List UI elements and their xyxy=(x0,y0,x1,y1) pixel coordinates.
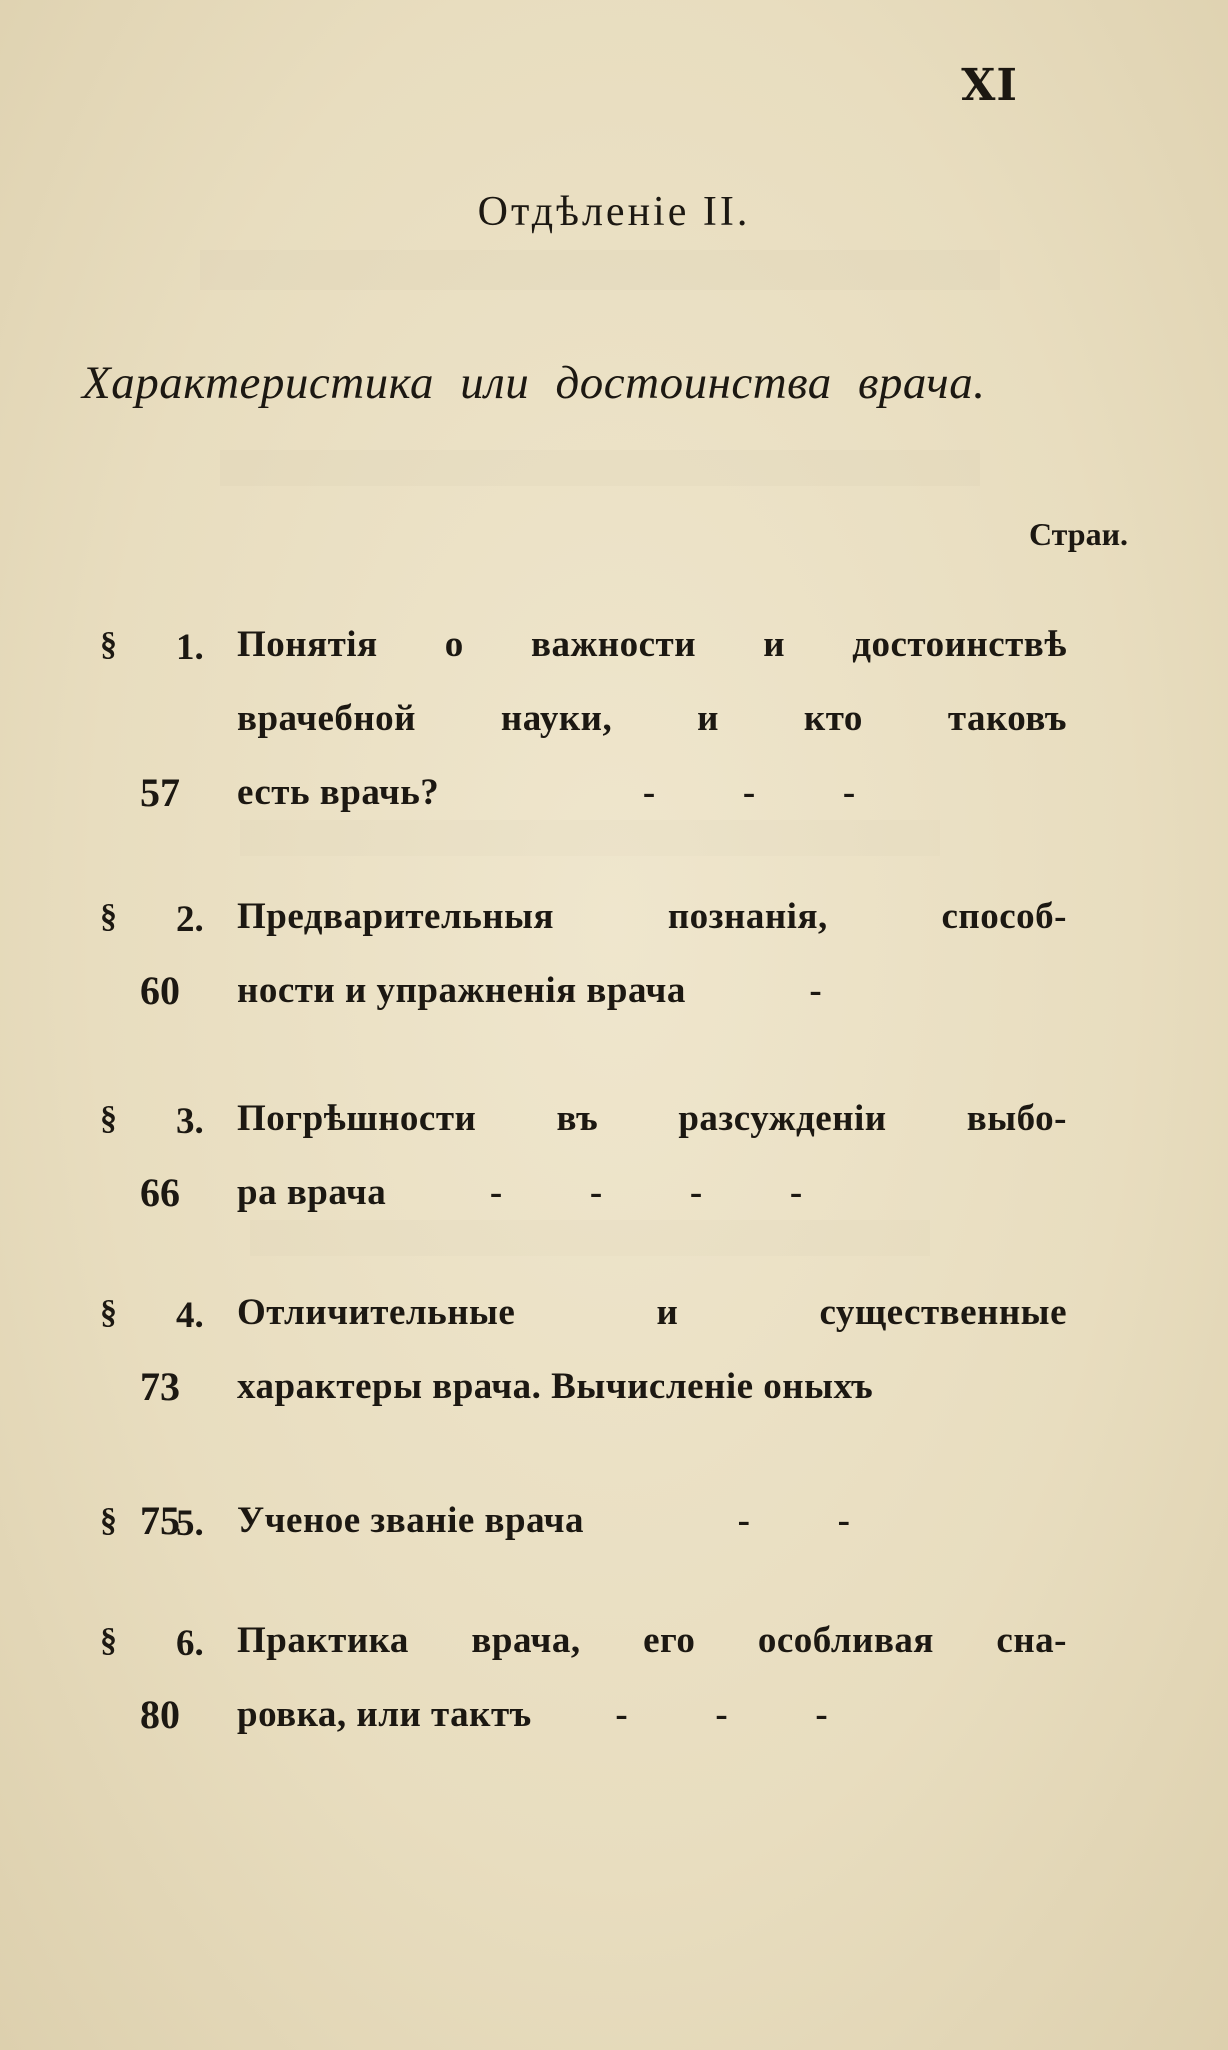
dot-leaders: - - xyxy=(737,1500,850,1541)
entry-line xyxy=(237,1486,1067,1556)
entry-page: 60 xyxy=(140,968,180,1013)
entry-line: Предварительныя познанія, способ- xyxy=(237,896,1067,937)
section-sign: § xyxy=(100,1100,117,1137)
toc-entry xyxy=(100,1278,1130,1438)
entry-line-text: есть врачь? xyxy=(237,772,440,813)
entry-page: 80 xyxy=(140,1692,180,1737)
section-sign: § xyxy=(100,898,117,935)
entry-page: 66 xyxy=(140,1170,180,1215)
dot-leaders: - - - xyxy=(615,1694,828,1735)
entry-line-text: ровка, или тактъ xyxy=(237,1694,532,1735)
entry-page: 75 xyxy=(140,1498,180,1543)
entry-line: Практика врача, его особливая сна- xyxy=(237,1620,1067,1661)
entry-line: Понятія о важности и достоинствѣ xyxy=(237,624,1067,665)
toc-entry xyxy=(100,1606,1130,1766)
toc-entry xyxy=(100,1084,1130,1244)
section-sign: § xyxy=(100,1294,117,1331)
bleed-through-shadow xyxy=(200,250,1000,290)
entry-line: врачебной науки, и кто таковъ xyxy=(237,698,1067,739)
entry-number: 3. xyxy=(176,1101,204,1142)
section-sign: § xyxy=(100,1622,117,1659)
entry-line xyxy=(237,1680,1067,1750)
entry-number: 6. xyxy=(176,1623,204,1664)
entry-page: 57 xyxy=(140,770,180,815)
section-subtitle: Характеристика или достоинства врача. xyxy=(82,357,986,409)
section-sign: § xyxy=(100,626,117,663)
entry-line-text: ра врача xyxy=(237,1172,387,1213)
section-sign: § xyxy=(100,1502,117,1539)
entry-line: характеры врача. Вычисленіе оныхъ xyxy=(237,1366,874,1407)
entry-line: Отличительные и существенные xyxy=(237,1292,1067,1333)
entry-number: 4. xyxy=(176,1295,204,1336)
page-column-label: Страи. xyxy=(1028,516,1128,552)
entry-number: 5. xyxy=(176,1503,204,1544)
toc-entry xyxy=(100,610,1130,840)
entry-page: 73 xyxy=(140,1364,180,1409)
dot-leaders: - - - xyxy=(642,772,856,813)
entry-line xyxy=(237,956,1067,1026)
entry-line-text: Ученое званіе врача xyxy=(237,1500,584,1541)
bleed-through-shadow xyxy=(220,450,980,486)
section-heading: Отдѣленіе II. xyxy=(477,189,751,235)
entry-line xyxy=(237,758,1067,828)
toc-entry xyxy=(100,1486,1130,1566)
entry-line: Погрѣшности въ разсужденіи выбо- xyxy=(237,1098,1067,1139)
entry-line xyxy=(237,1158,1067,1228)
dot-leaders: - xyxy=(809,970,822,1011)
toc-entry xyxy=(100,882,1130,1042)
page-number: XI xyxy=(961,60,1018,111)
entry-line-text: ности и упражненія врача xyxy=(237,970,686,1011)
entry-number: 2. xyxy=(176,899,204,940)
entry-number: 1. xyxy=(176,627,204,668)
dot-leaders: - - - - xyxy=(489,1172,803,1213)
